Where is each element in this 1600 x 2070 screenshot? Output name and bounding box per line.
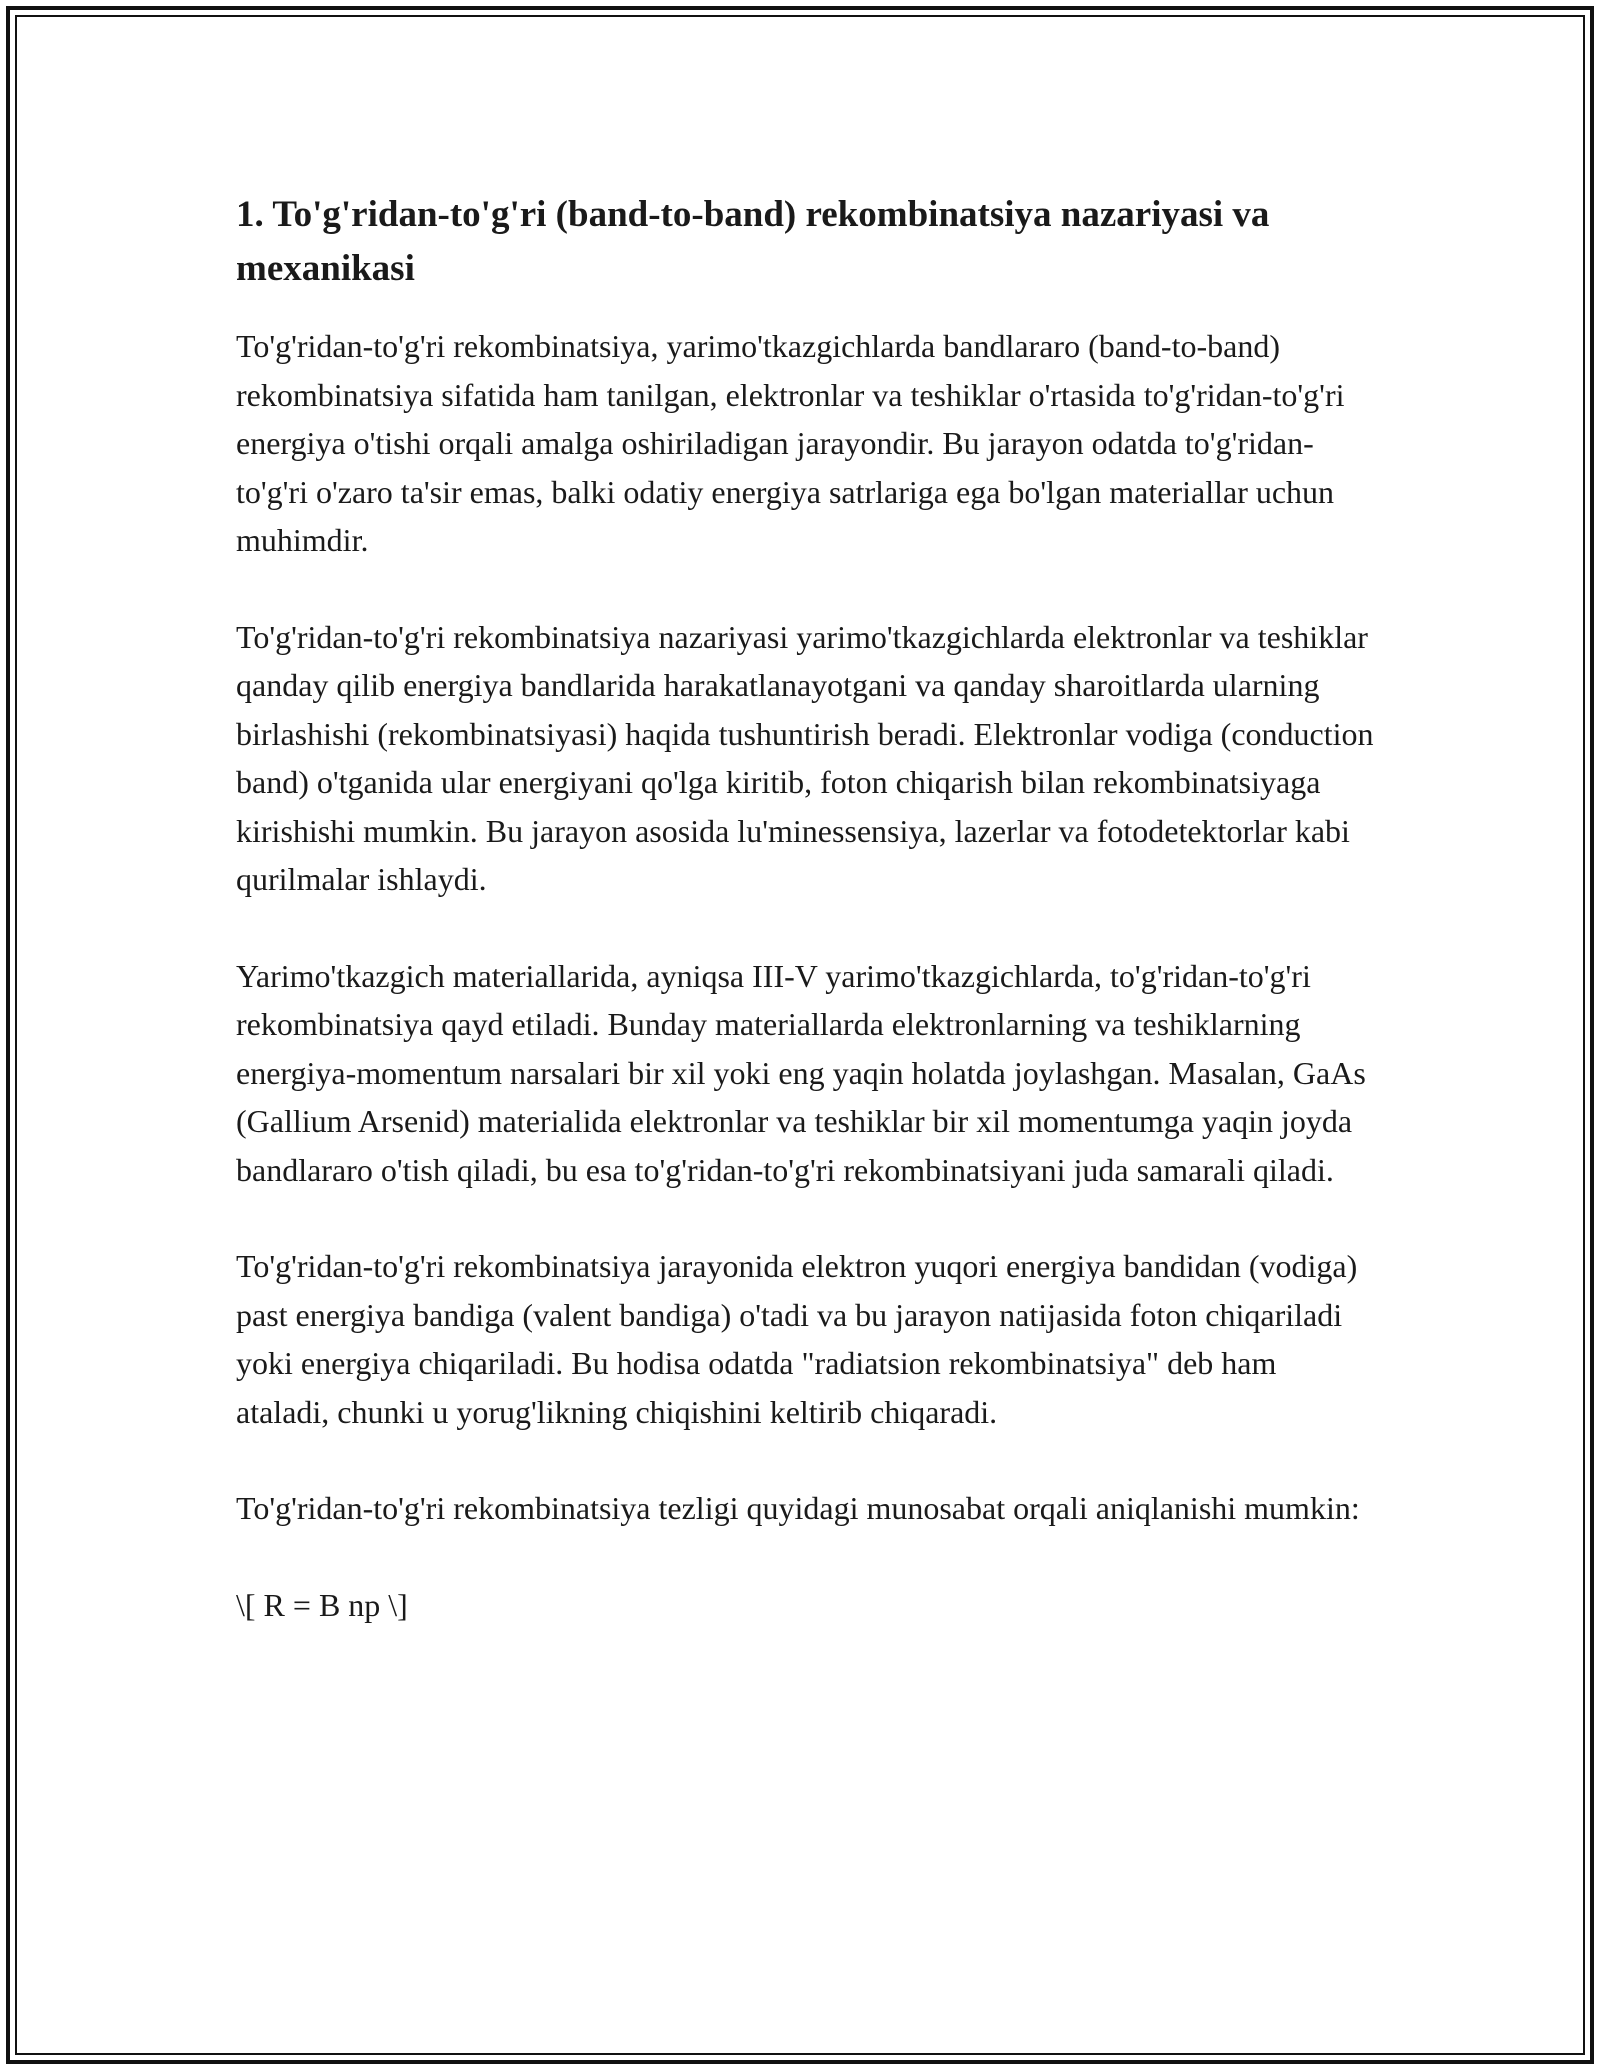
paragraph-definition: To'g'ridan-to'g'ri rekombinatsiya, yarimo'tkazgichlarda bandlararo (band-to-band) rekombinatsiya sifatida ham tanilgan, elektronlar va teshiklar o'rtasida to'g'ridan-to'g'ri energiya o'tishi orqali amalga oshiriladigan jarayondir. Bu jarayon odatda to'g'ridan-to'g'ri o'zaro ta'sir emas, balki odatiy energiya satrlariga ega bo'lgan materiallar uchun muhimdir. [236, 328, 1345, 558]
paragraph-rate: To'g'ridan-to'g'ri rekombinatsiya tezligi quyidagi munosabat orqali aniqlanishi mumkin: [236, 1490, 1360, 1526]
rate-formula: \[ R = B np \] [236, 1586, 408, 1623]
document-body [236, 188, 1376, 1629]
paragraph-theory: To'g'ridan-to'g'ri rekombinatsiya nazariyasi yarimo'tkazgichlarda elektronlar va teshiklar qanday qilib energiya bandlarida harakatlanayotgani va qanday sharoitlarda ularning birlashishi (rekombinatsiyasi) haqida tushuntirish beradi. Elektronlar vodiga (conduction band) o'tganida ular energiyani qo'lga kiritib, foton chiqarish bilan rekombinatsiyaga kirishishi mumkin. Bu jarayon asosida lu'minessensiya, lazerlar va fotodetektorlar kabi qurilmalar ishlaydi. [236, 618, 1374, 897]
section-heading: 1. To'g'ridan-to'g'ri (band-to-band) rekombinatsiya nazariyasi va mexanikasi [236, 194, 1270, 289]
paragraph-process: To'g'ridan-to'g'ri rekombinatsiya jarayonida elektron yuqori energiya bandidan (vodiga) past energiya bandiga (valent bandiga) o'tadi va bu jarayon natijasida foton chiqariladi yoki energiya chiqariladi. Bu hodisa odatda "radiatsion rekombinatsiya" deb ham ataladi, chunki u yorug'likning chiqishini keltirib chiqaradi. [236, 1248, 1358, 1430]
paragraph-materials: Yarimo'tkazgich materiallarida, ayniqsa III-V yarimo'tkazgichlarda, to'g'ridan-to'g'ri rekombinatsiya qayd etiladi. Bunday materiallarda elektronlarning va teshiklarning energiya-momentum narsalari bir xil yoki eng yaqin holatda joylashgan. Masalan, GaAs (Gallium Arsenid) materialida elektronlar va teshiklar bir xil momentumga yaqin joyda bandlararo o'tish qiladi, bu esa to'g'ridan-to'g'ri rekombinatsiyani juda samarali qiladi. [236, 957, 1366, 1188]
